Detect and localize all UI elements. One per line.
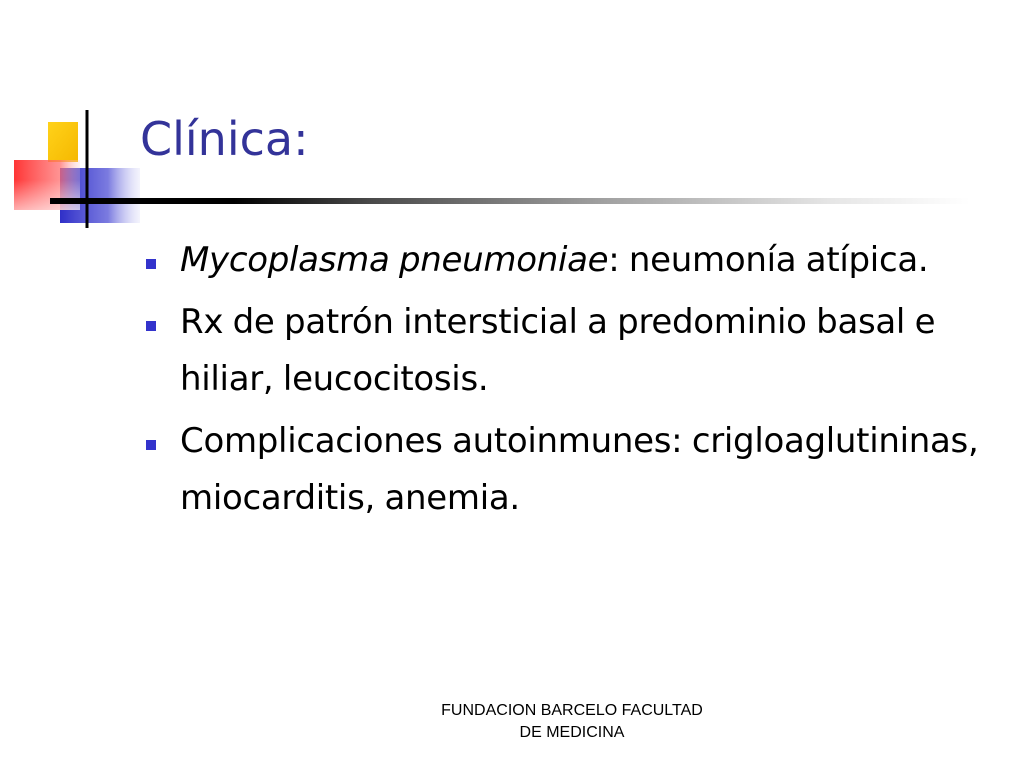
square-bullet-icon [146,321,156,331]
bullet-text: Complicaciones autoinmunes: crigloaglutininas, miocarditis, anemia. [180,421,979,518]
bullet-text: Rx de patrón intersticial a predominio basal e hiliar, leucocitosis. [180,302,936,399]
square-bullet-icon [146,440,156,450]
footer-line-2: DE MEDICINA [519,724,625,741]
bullet-text: : neumonía atípica. [608,240,929,280]
decorative-logo-icon [0,0,160,240]
bullet-item-rx [180,294,980,408]
logo-yellow-square [48,122,78,162]
slide-footer [412,700,732,744]
square-bullet-icon [146,259,156,269]
bullet-italic-term: Mycoplasma pneumoniae [180,240,609,280]
bullet-list [180,232,980,532]
footer-line-1: FUNDACION BARCELO FACULTAD [441,702,703,719]
title-divider [50,198,970,204]
bullet-item-mycoplasma [180,232,980,289]
bullet-item-complicaciones [180,413,980,527]
slide-title: Clínica: [140,112,309,166]
